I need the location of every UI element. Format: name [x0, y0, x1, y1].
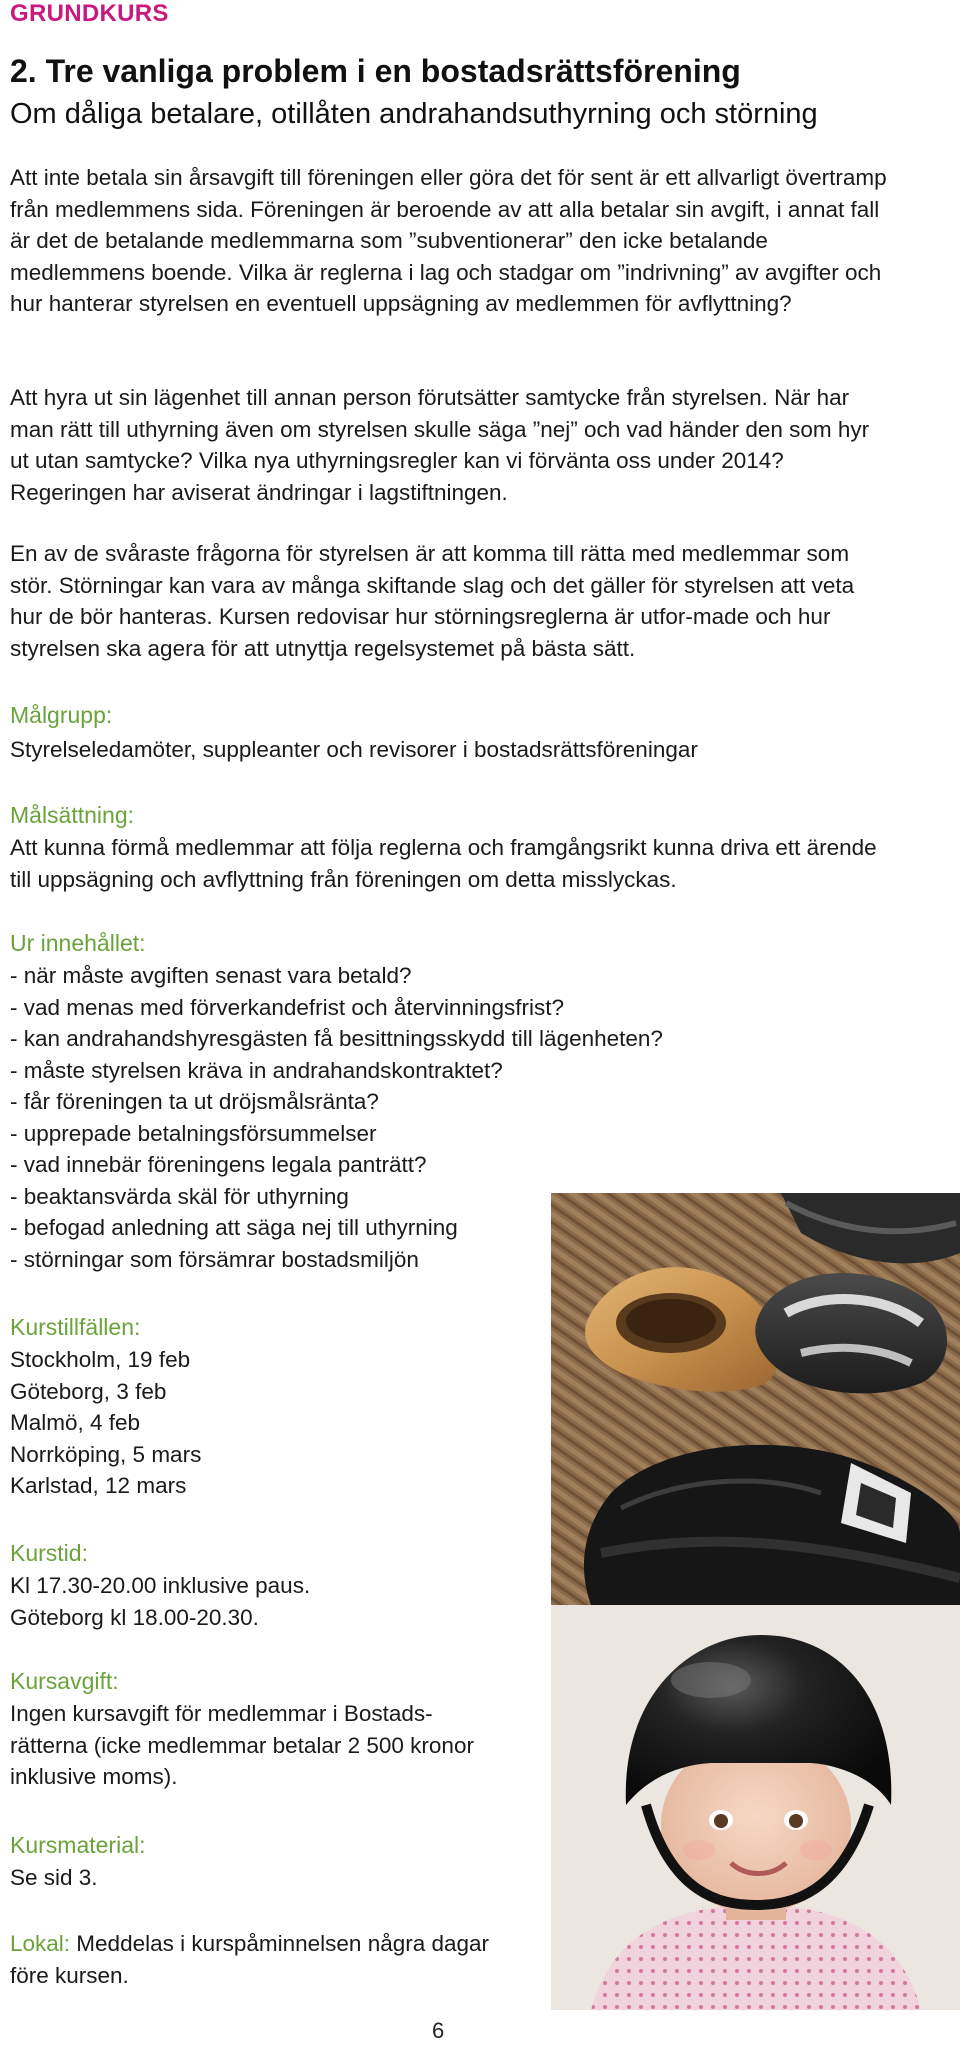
course-material-text: Se sid 3. — [10, 1865, 98, 1890]
page-number: 6 — [432, 2018, 445, 2043]
course-dates-list — [10, 1344, 201, 1502]
venue-line-1 — [10, 1928, 489, 1960]
list-item: Malmö, 4 feb — [10, 1410, 141, 1435]
list-item: - kan andrahandshyresgästen få besittningsskydd till lägenheten? — [10, 1026, 663, 1051]
list-item: Ingen kursavgift för medlemmar i Bostads- — [10, 1701, 433, 1726]
target-group-heading: Målgrupp: — [10, 702, 113, 728]
list-item: Norrköping, 5 mars — [10, 1441, 202, 1467]
list-item: - vad menas med förverkandefrist och återvinningsfrist? — [10, 994, 564, 1020]
list-item: Göteborg kl 18.00-20.30. — [10, 1604, 259, 1630]
venue-text: Meddelas i kurspåminnelsen några dagar — [70, 1931, 490, 1956]
target-group-text: Styrelseledamöter, suppleanter och revisorer i bostadsrättsföreningar — [10, 737, 698, 762]
venue-line-2: före kursen. — [10, 1962, 129, 1988]
list-item: - upprepade betalningsförsummelser — [10, 1120, 377, 1146]
venue-block — [10, 1928, 489, 1991]
objective-heading: Målsättning: — [10, 802, 135, 828]
course-dates-heading: Kurstillfällen: — [10, 1314, 141, 1340]
list-item: Karlstad, 12 mars — [10, 1473, 187, 1498]
section-kicker: GRUNDKURS — [10, 0, 169, 27]
list-item: - vad innebär föreningens legala panträtt? — [10, 1152, 427, 1177]
list-item: - störningar som försämrar bostadsmiljön — [10, 1246, 419, 1272]
course-fee-text — [10, 1698, 474, 1793]
venue-label: Lokal: — [10, 1931, 71, 1956]
list-item: Göteborg, 3 feb — [10, 1378, 167, 1404]
list-item: - beaktansvärda skäl för uthyrning — [10, 1183, 349, 1209]
list-item: Stockholm, 19 feb — [10, 1347, 191, 1372]
intro-paragraph-1: Att inte betala sin årsavgift till föreningen eller göra det för sent är ett allvarligt övertramp från medlemmens sida. Föreningen är beroende av att alla betalar sin avgift, i annat fall är det de betalande medlemmarna som ”subventionerar” den icke betalande medlemmens boende. Vilka är reglerna i lag och stadgar om ”indrivning” av avgifter och hur hanterar styrelsen en eventuell uppsägning av medlemmen för avflyttning? — [10, 165, 887, 316]
list-item: - befogad anledning att säga nej till uthyrning — [10, 1215, 458, 1240]
child-helmet-photo — [551, 1605, 960, 2010]
list-item: - när måste avgiften senast vara betald? — [10, 963, 412, 988]
course-material-heading: Kursmaterial: — [10, 1832, 146, 1858]
course-time-heading: Kurstid: — [10, 1540, 88, 1566]
list-item: - måste styrelsen kräva in andrahandskontraktet? — [10, 1057, 503, 1083]
contents-heading: Ur innehållet: — [10, 930, 146, 956]
objective-text: Att kunna förmå medlemmar att följa reglerna och framgångsrikt kunna driva ett ärende till uppsägning och avflyttning från föreningen om detta misslyckas. — [10, 835, 877, 892]
list-item: - får föreningen ta ut dröjsmålsränta? — [10, 1089, 379, 1114]
intro-paragraph-2: Att hyra ut sin lägenhet till annan person förutsätter samtycke från styrelsen. När har man rätt till uthyrning även om styrelsen skulle säga ”nej” och vad händer den som hyr ut utan samtycke? Vilka nya uthyrningsregler kan vi förvänta oss under 2014? Regeringen har aviserat ändringar i lagstiftningen. — [10, 385, 870, 505]
list-item: Kl 17.30-20.00 inklusive paus. — [10, 1573, 311, 1598]
list-item: rätterna (icke medlemmar betalar 2 500 kronor — [10, 1732, 474, 1758]
course-time-list — [10, 1570, 310, 1633]
shoes-photo — [551, 1193, 960, 1605]
intro-paragraph-3: En av de svåraste frågorna för styrelsen är att komma till rätta med medlemmar som stör. Störningar kan vara av många skiftande slag och det gäller för styrelsen att veta hur de bör hanteras. Kursen redovisar hur störningsreglerna är utfor-made och hur styrelsen ska agera för att utnyttja regelsystemet på bästa sätt. — [10, 541, 855, 661]
course-fee-heading: Kursavgift: — [10, 1668, 119, 1694]
list-item: inklusive moms). — [10, 1764, 178, 1789]
page-title: 2. Tre vanliga problem i en bostadsrättsförening — [10, 53, 741, 89]
page-subtitle: Om dåliga betalare, otillåten andrahandsuthyrning och störning — [10, 98, 818, 130]
